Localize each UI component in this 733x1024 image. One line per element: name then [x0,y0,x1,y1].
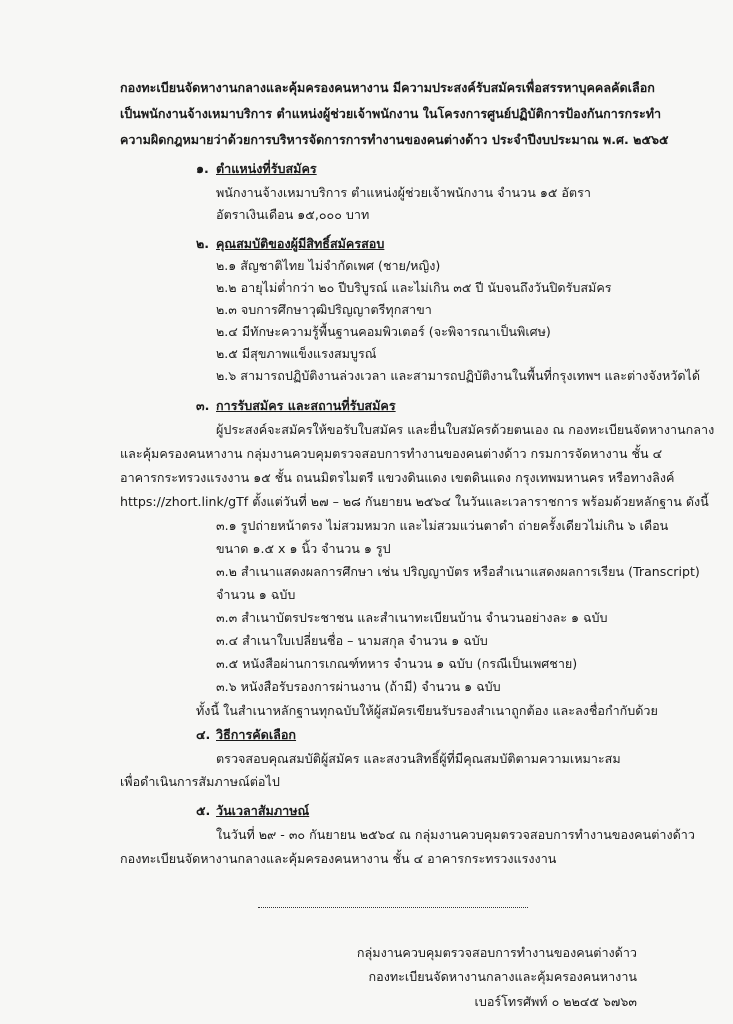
document-item: ๓.๖ หนังสือรับรองการผ่านงาน (ถ้ามี) จำนวน ๑ ฉบับ [216,679,501,694]
section-1-heading: ตำแหน่งที่รับสมัคร [216,161,317,176]
qualification-item: ๒.๖ สามารถปฏิบัติงานล่วงเวลา และสามารถปฏิบัติงานในพื้นที่กรุงเทพฯ และต่างจังหวัดได้ [216,368,701,383]
intro-line-1: กองทะเบียนจัดหางานกลางและคุ้มครองคนหางาน มีความประสงค์รับสมัครเพื่อสรรหาบุคคลคัดเลือก [120,80,655,95]
selection-line-1: ตรวจสอบคุณสมบัติผู้สมัคร และสงวนสิทธิ์ผู้ที่มีคุณสมบัติตามความเหมาะสม [216,751,621,766]
document-item: ๓.๒ สำเนาแสดงผลการศึกษา เช่น ปริญญาบัตร หรือสำเนาแสดงผลการเรียน (Transcript) [216,564,700,579]
section-3-heading: การรับสมัคร และสถานที่รับสมัคร [216,398,396,413]
intro-line-2: เป็นพนักงานจ้างเหมาบริการ ตำแหน่งผู้ช่วยเจ้าพนักงาน ในโครงการศูนย์ปฏิบัติการป้องกันการกระทำ [120,106,662,121]
document-item-cont: ขนาด ๑.๕ x ๑ นิ้ว จำนวน ๑ รูป [216,541,391,556]
document-item-cont: จำนวน ๑ ฉบับ [216,587,296,602]
document-item: ๓.๕ หนังสือผ่านการเกณฑ์ทหาร จำนวน ๑ ฉบับ (กรณีเป็นเพศชาย) [216,656,578,671]
document-item: ๓.๔ สำเนาใบเปลี่ยนชื่อ – นามสกุล จำนวน ๑ ฉบับ [216,633,488,648]
dotted-divider [258,907,528,908]
qualification-item: ๒.๒ อายุไม่ต่ำกว่า ๒๐ ปีบริบูรณ์ และไม่เกิน ๓๕ ปี นับจนถึงวันปิดรับสมัคร [216,280,612,295]
interview-line-1: ในวันที่ ๒๙ - ๓๐ กันยายน ๒๕๖๔ ณ กลุ่มงานควบคุมตรวจสอบการทำงานของคนต่างด้าว [216,827,695,842]
section-5-heading: วันเวลาสัมภาษณ์ [216,803,310,818]
qualification-item: ๒.๕ มีสุขภาพแข็งแรงสมบูรณ์ [216,346,377,361]
section-4-number: ๔. [196,727,211,742]
qualification-item: ๒.๔ มีทักษะความรู้พื้นฐานคอมพิวเตอร์ (จะพิจารณาเป็นพิเศษ) [216,324,551,339]
document-item: ๓.๑ รูปถ่ายหน้าตรง ไม่สวมหมวก และไม่สวมแว่นตาดำ ถ่ายครั้งเดียวไม่เกิน ๖ เดือน [216,518,669,533]
section-5-number: ๕. [196,803,211,818]
application-paragraph-line: ผู้ประสงค์จะสมัครให้ขอรับใบสมัคร และยื่นใบสมัครด้วยตนเอง ณ กองทะเบียนจัดหางานกลาง [216,422,715,437]
certification-note: ทั้งนี้ ในสำเนาหลักฐานทุกฉบับให้ผู้สมัครเขียนรับรองสำเนาถูกต้อง และลงชื่อกำกับด้วย [196,703,658,718]
selection-line-2: เพื่อดำเนินการสัมภาษณ์ต่อไป [120,774,280,789]
section-1-line-1: พนักงานจ้างเหมาบริการ ตำแหน่งผู้ช่วยเจ้าพนักงาน จำนวน ๑๕ อัตรา [216,185,591,200]
footer-division: กองทะเบียนจัดหางานกลางและคุ้มครองคนหางาน [368,969,637,984]
section-4-heading: วิธีการคัดเลือก [216,727,297,742]
application-paragraph-line: อาคารกระทรวงแรงงาน ๑๕ ชั้น ถนนมิตรไมตรี แขวงดินแดง เขตดินแดง กรุงเทพมหานคร หรือทางลิงค์ [120,470,675,485]
application-paragraph-line: และคุ้มครองคนหางาน กลุ่มงานควบคุมตรวจสอบการทำงานของคนต่างด้าว กรมการจัดหางาน ชั้น ๔ [120,446,663,461]
qualification-item: ๒.๓ จบการศึกษาวุฒิปริญญาตรีทุกสาขา [216,302,432,317]
section-1-line-2: อัตราเงินเดือน ๑๕,๐๐๐ บาท [216,207,370,222]
qualification-item: ๒.๑ สัญชาติไทย ไม่จำกัดเพศ (ชาย/หญิง) [216,258,441,273]
section-1-number: ๑. [196,161,209,176]
intro-line-3: ความผิดกฎหมายว่าด้วยการบริหารจัดการการทำงานของคนต่างด้าว ประจำปีงบประมาณ พ.ศ. ๒๕๖๕ [120,132,669,147]
footer-unit: กลุ่มงานควบคุมตรวจสอบการทำงานของคนต่างด้าว [356,945,637,960]
application-paragraph-line: https://zhort.link/gTf ตั้งแต่วันที่ ๒๗ – ๒๘ กันยายน ๒๕๖๔ ในวันและเวลาราชการ พร้อมด้วยหลักฐาน ดังนี้ [120,494,709,509]
section-2-heading: คุณสมบัติของผู้มีสิทธิ์สมัครสอบ [216,236,385,251]
section-2-number: ๒. [196,236,210,251]
footer-phone: เบอร์โทรศัพท์ ๐ ๒๒๔๕ ๖๗๖๓ [474,994,637,1009]
interview-line-2: กองทะเบียนจัดหางานกลางและคุ้มครองคนหางาน ชั้น ๔ อาคารกระทรวงแรงงาน [120,851,557,866]
document-item: ๓.๓ สำเนาบัตรประชาชน และสำเนาทะเบียนบ้าน จำนวนอย่างละ ๑ ฉบับ [216,610,608,625]
section-3-number: ๓. [196,398,210,413]
